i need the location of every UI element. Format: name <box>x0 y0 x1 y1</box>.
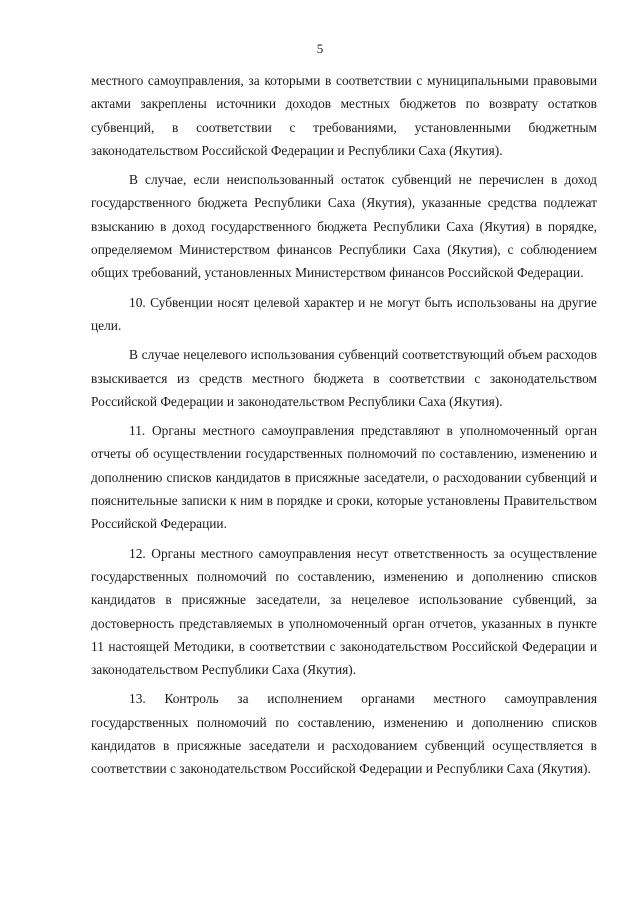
paragraph-misuse: В случае нецелевого использования субвенций соответствующий объем расходов взыскивается из средств местного бюджета в соответствии с законодательством Российской Федерации и законодательством Республики Саха (Якутия). <box>91 347 597 409</box>
paragraph-item-13: 13. Контроль за исполнением органами местного самоуправления государственных полномочий по составлению, изменению и дополнению списков кандидатов в присяжные заседатели и расходованием субвенций осуществляется в соответствии с законодательством Российской Федерации и Республики Саха (Якутия). <box>91 691 597 777</box>
document-body <box>91 69 597 787</box>
paragraph-item-10: 10. Субвенции носят целевой характер и не могут быть использованы на другие цели. <box>91 294 597 333</box>
paragraph-item-11: 11. Органы местного самоуправления представляют в уполномоченный орган отчеты об осуществлении государственных полномочий по составлению, изменению и дополнению списков кандидатов в присяжные заседатели, о расходовании субвенций и пояснительные записки к ним в порядке и сроки, которые установлены Правительством Российской Федерации. <box>91 423 597 532</box>
paragraph-item-12: 12. Органы местного самоуправления несут ответственность за осуществление государственных полномочий по составлению, изменению и дополнению списков кандидатов в присяжные заседатели, за нецелевое использование субвенций, за достоверность представляемых в уполномоченный орган отчетов, указанных в пункте 11 настоящей Методики, в соответствии с законодательством Российской Федерации и законодательством Республики Саха (Якутия). <box>91 545 597 678</box>
paragraph-continuation: местного самоуправления, за которыми в соответствии с муниципальными правовыми актами закреплены источники доходов местных бюджетов по возврату остатков субвенций, в соответствии с требованиями, установленными бюджетным законодательством Российской Федерации и Республики Саха (Якутия). <box>91 73 597 158</box>
paragraph-unspent-balance: В случае, если неиспользованный остаток субвенций не перечислен в доход государственного бюджета Республики Саха (Якутия), указанные средства подлежат взысканию в доход государственного бюджета Республики Саха (Якутия) в порядке, определяемом Министерством финансов Республики Саха (Якутия), с соблюдением общих требований, установленных Министерством финансов Российской Федерации. <box>91 172 597 281</box>
page-number: 5 <box>316 41 324 56</box>
